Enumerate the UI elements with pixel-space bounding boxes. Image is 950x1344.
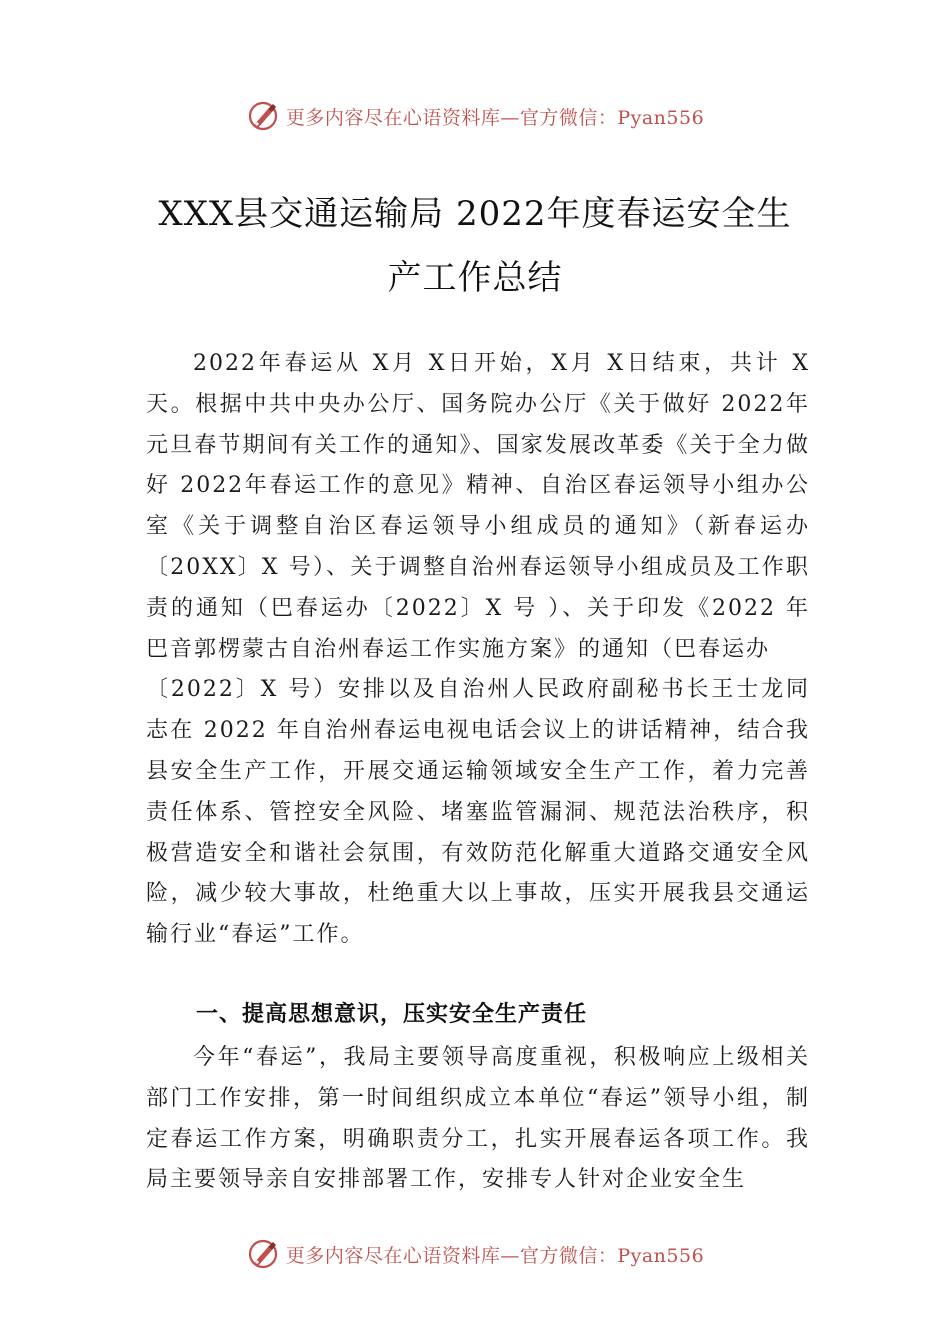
document-title-line1: XXX县交通运输局 2022年度春运安全生 xyxy=(158,194,792,234)
pen-logo-icon xyxy=(246,99,280,133)
pen-logo-icon xyxy=(246,1237,280,1271)
watermark-banner-top xyxy=(0,96,950,136)
watermark-text: 更多内容尽在心语资料库—官方微信：Pyan556 xyxy=(285,1244,705,1267)
paragraph-intro xyxy=(146,344,810,956)
watermark-banner-bottom xyxy=(0,1234,950,1274)
document-title-line2: 产工作总结 xyxy=(387,258,563,298)
paragraph-section1: 今年“春运”，我局主要领导高度重视，积极响应上级相关部门工作安排，第一时间组织成立本单位“春运”领导小组，制定春运工作方案，明确职责分工，扎实开展春运各项工作。我局主要领导亲自安排部署工作，安排专人针对企业安全生 xyxy=(146,1045,810,1193)
watermark-text: 更多内容尽在心语资料库—官方微信：Pyan556 xyxy=(285,106,705,129)
section-heading-1: 一、提高思想意识，压实安全生产责任 xyxy=(196,1002,588,1027)
paragraph-intro-part2: 〔2022〕X 号）安排以及自治州人民政府副秘书长王士龙同志在 2022 年自治州春运电视电话会议上的讲话精神，结合我县安全生产工作，开展交通运输领域安全生产工作，着力完善责任体系、管控安全风险、堵塞监管漏洞、规范法治秩序，积极营造安全和谐社会氛围，有效防范化解重大道路交通安全风险，减少较大事故，杜绝重大以上事故，压实开展我县交通运输行业“春运”工作。 xyxy=(146,677,810,948)
paragraph-intro-part1: 2022年春运从 X月 X日开始，X月 X日结束，共计 X天。根据中共中央办公厅、国务院办公厅《关于做好 2022年元旦春节期间有关工作的通知》、国家发展改革委《关于全力做好 2022年春运工作的意见》精神、自治区春运领导小组办公室《关于调整自治区春运领导小组成员的通知》（新春运办〔20XX〕X 号）、关于调整自治州春运领导小组成员及工作职责的通知（巴春运办〔2022〕X 号 ）、关于印发《2022 年巴音郭楞蒙古自治州春运工作实施方案》的通知（巴春运办 xyxy=(146,351,810,662)
